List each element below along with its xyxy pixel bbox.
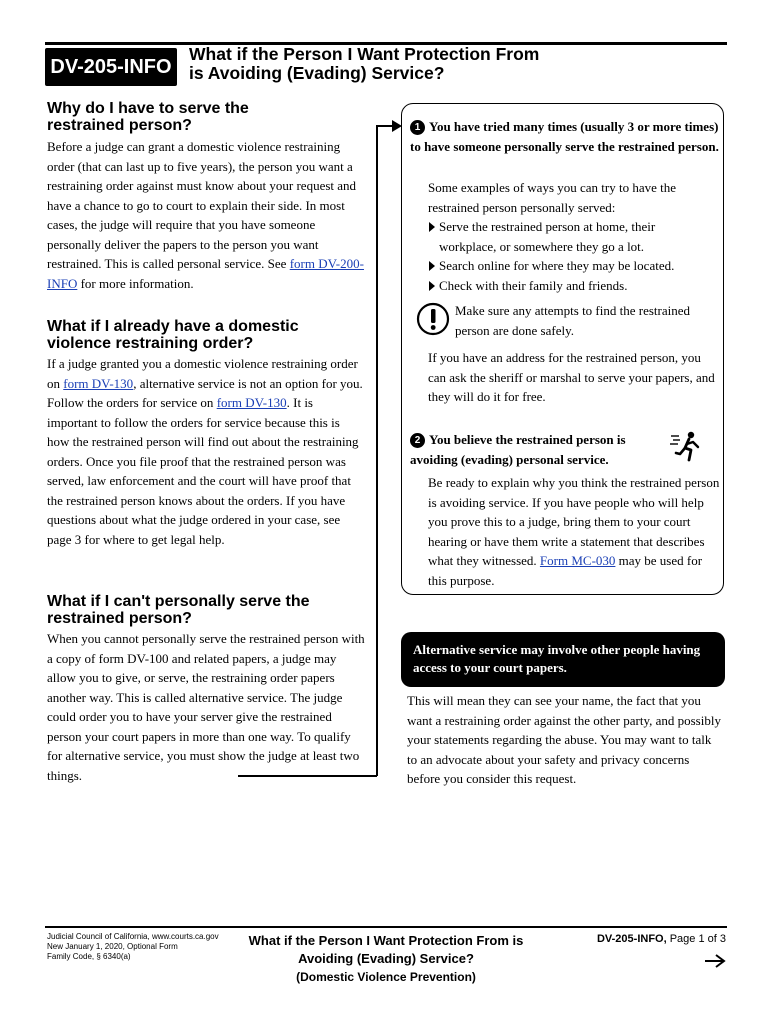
footer-title bbox=[232, 932, 540, 986]
section-body-cant-serve: When you cannot personally serve the restrained person with a copy of form DV-100 and related papers, a judge may allow you to give, or serve, the restraining order papers another way. This is called alternative service. The judge could order you to have your server give the restrained person your court papers in more than one way. To qualify for alternative service, you must show the judge at least two things. bbox=[47, 631, 365, 783]
form-mc030-link[interactable]: Form MC-030 bbox=[539, 553, 616, 568]
footer-org: Judicial Council of California, www.courts.ca.gov bbox=[47, 932, 219, 941]
page-number: Page 1 of 3 bbox=[669, 933, 726, 945]
exclamation-circle-icon bbox=[416, 302, 450, 336]
title-line-2: is Avoiding (Evading) Service? bbox=[189, 63, 445, 83]
footer-subtitle: (Domestic Violence Prevention) bbox=[296, 970, 476, 984]
footer-page-info bbox=[560, 932, 726, 972]
footer-title-line-2: Avoiding (Evading) Service? bbox=[298, 951, 474, 966]
safety-warning: Make sure any attempts to find the restrained person are done safely. bbox=[455, 303, 691, 338]
item-title-text: You have tried many times (usually 3 or more times) to have someone personally serve the restrained person. bbox=[410, 119, 719, 154]
section-body-why-serve bbox=[47, 137, 365, 293]
connector-line-bottom bbox=[238, 775, 377, 777]
list-item: Search online for where they may be located. bbox=[428, 256, 708, 276]
heading-line: What if I already have a domestic bbox=[47, 318, 299, 335]
heading-line: Why do I have to serve the bbox=[47, 100, 249, 117]
qualification-box bbox=[401, 103, 724, 595]
list-item: Check with their family and friends. bbox=[428, 276, 708, 296]
footer-source bbox=[47, 932, 237, 962]
body-text: Be ready to explain why you think the restrained person is avoiding service. If you have people who will help you prove this to a judge, bring them to your court hearing or have them write a statement that describes what they witnessed. bbox=[428, 475, 720, 568]
body-text: for more information. bbox=[77, 275, 194, 291]
heading-line: What if I can't personally serve the bbox=[47, 593, 310, 610]
form-dv130-link[interactable]: form DV-130 bbox=[216, 395, 287, 410]
body-text: , alternative service is not an option for you. Follow the orders for service on bbox=[47, 375, 363, 410]
number-badge-1: 1 bbox=[410, 120, 425, 135]
body-text: . It is important to follow the orders for service because this is how the restrained person will find out about the restraining orders. Once you file proof that the restrained person was served, law enforcement and the court will have proof that the restrained person knows about the orders. If you have questions about what the judge ordered in your case, see page 3 for where to get legal help. bbox=[47, 395, 359, 547]
item-title-text: You believe the restrained person is avoiding (evading) personal service. bbox=[410, 432, 626, 467]
heading-line: restrained person? bbox=[47, 610, 192, 627]
heading-line: restrained person? bbox=[47, 117, 192, 134]
section-heading-why-serve bbox=[47, 100, 367, 134]
title-line-1: What if the Person I Want Protection From bbox=[189, 44, 540, 64]
footer-date: New January 1, 2020, Optional Form bbox=[47, 942, 178, 951]
form-dv130-link[interactable]: form DV-130 bbox=[63, 375, 134, 391]
number-badge-2: 2 bbox=[410, 433, 425, 448]
footer-code: Family Code, § 6340(a) bbox=[47, 952, 131, 961]
address-note: If you have an address for the restrained person, you can ask the sheriff or marshal to serve your papers, and they will do it for free. bbox=[428, 350, 715, 404]
connector-line-vertical bbox=[376, 125, 378, 776]
form-id-badge: DV-205-INFO bbox=[45, 48, 177, 86]
page-title bbox=[189, 45, 729, 83]
section-body-existing-order bbox=[47, 354, 365, 549]
list-item: Serve the restrained person at home, their workplace, or somewhere they go a lot. bbox=[428, 217, 708, 256]
section-heading-cant-serve bbox=[47, 593, 367, 627]
form-dv200-info-link[interactable]: form DV-200-INFO bbox=[47, 256, 364, 291]
running-person-icon bbox=[670, 430, 702, 462]
footer-rule bbox=[45, 926, 727, 928]
item-2-title bbox=[410, 430, 650, 469]
body-text: If a judge granted you a domestic violence restraining order on bbox=[47, 356, 358, 391]
privacy-callout: Alternative service may involve other people having access to your court papers. bbox=[401, 632, 725, 687]
section-heading-existing-order bbox=[47, 318, 367, 352]
item-2-body bbox=[428, 473, 720, 590]
examples-list bbox=[428, 217, 708, 295]
item-1-intro: Some examples of ways you can try to have the restrained person personally served: bbox=[428, 180, 677, 215]
body-text: may be used for this purpose. bbox=[428, 553, 703, 588]
footer-form-id: DV-205-INFO, bbox=[596, 933, 667, 945]
footer-title-line-1: What if the Person I Want Protection From is bbox=[248, 933, 524, 948]
heading-line: violence restraining order? bbox=[47, 335, 254, 352]
body-text: Before a judge can grant a domestic violence restraining order (that can last up to five years), the person you want a restraining order against must know about your request and have a chance to go to court to explain their side. In most cases, the judge will require that you have someone personally deliver the papers to the person you want restrained. This is called personal service. See bbox=[47, 139, 357, 271]
privacy-note: This will mean they can see your name, the fact that you want a restraining order against the other party, and possibly your statements regarding the abuse. You may want to talk to an advocate about your safety and privacy concerns before you consider this request. bbox=[407, 693, 721, 786]
right-arrow-icon[interactable] bbox=[704, 954, 726, 968]
item-1-title bbox=[410, 117, 722, 156]
